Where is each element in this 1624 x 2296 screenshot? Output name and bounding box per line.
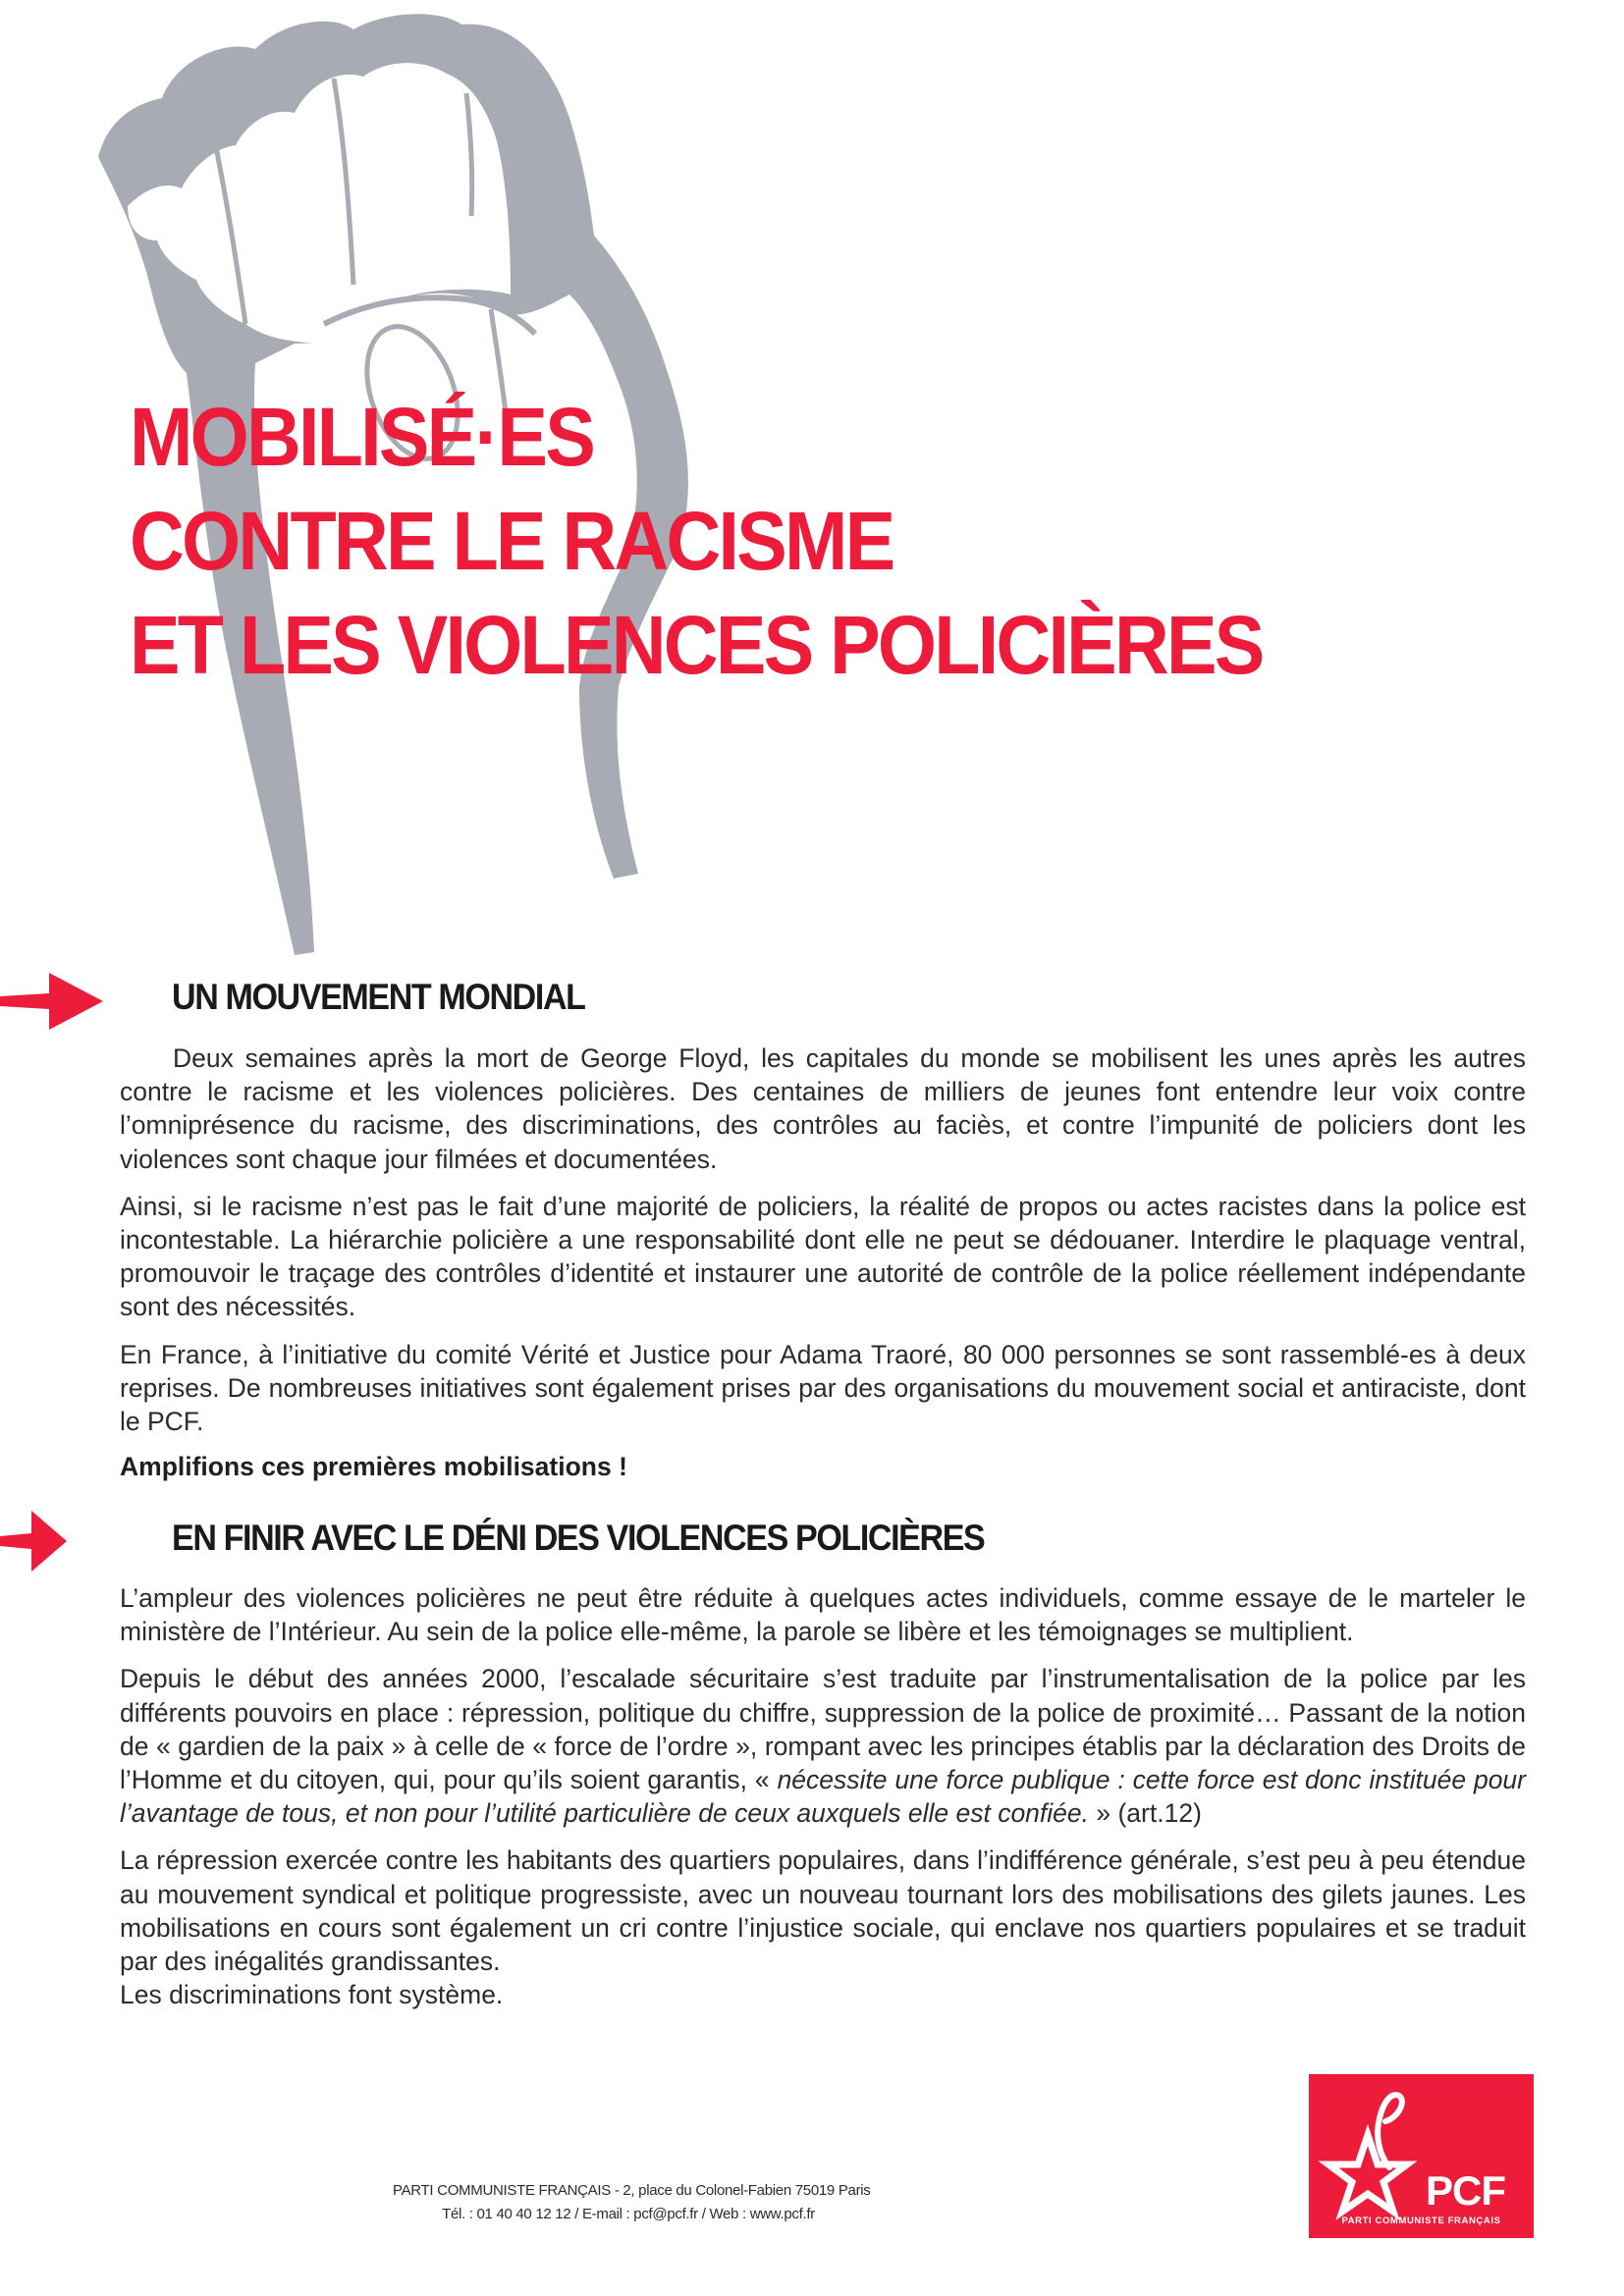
logo-acronym: PCF — [1426, 2167, 1505, 2214]
section-body-mouvement-mondial — [120, 1041, 1526, 1497]
section-title-mouvement-mondial: UN MOUVEMENT MONDIAL — [172, 977, 585, 1017]
logo-full-name: PARTI COMMUNISTE FRANÇAIS — [1341, 2216, 1501, 2226]
section-title-deni-violences: EN FINIR AVEC LE DÉNI DES VIOLENCES POLICIÈRES — [172, 1518, 985, 1558]
section-body-deni-violences — [120, 1581, 1526, 2025]
headline-line-3: ET LES VIOLENCES POLICIÈRES — [130, 599, 1263, 691]
quote-text: nécessite une force publique : cette force est donc instituée pour l’avantage de tous, et non pour l’utilité particulière de ceux auxquels elle est confiée. — [120, 1765, 1526, 1829]
citation-text: » (art.12) — [1089, 1798, 1202, 1829]
paragraph: Ainsi, si le racisme n’est pas le fait d’une majorité de policiers, la réalité de propos ou actes racistes dans la police est incontestable. La hiérarchie policière a une responsabilité dont elle ne peut se dédouaner. Interdire le plaquage ventral, promouvoir le traçage des contrôles d’identité et instaurer une autorité de contrôle de la police réellement indépendante sont des nécessités. — [120, 1191, 1526, 1322]
arrow-right-icon — [0, 967, 118, 1036]
footer-address: PARTI COMMUNISTE FRANÇAIS - 2, place du Colonel-Fabien 75019 Paris — [393, 2182, 871, 2199]
closing-line: Les discriminations font système. — [120, 1980, 504, 2010]
headline-line-1: MOBILISÉ·ES — [130, 391, 594, 483]
paragraph: La répression exercée contre les habitants des quartiers populaires, dans l’indifférence générale, s’est peu à peu étendue au mouvement syndical et politique progressiste, avec un nouveau tournant lors des mobilisations des gilets jaunes. Les mobilisations en cours sont également un cri contre l’injustice sociale, qui enclave nos quartiers populaires et se traduit par des inégalités grandissantes. — [120, 1845, 1526, 1977]
callout-text: Amplifions ces premières mobilisations ! — [120, 1452, 627, 1482]
footer-contact-info: Tél. : 01 40 40 12 12 / E-mail : pcf@pcf.fr / Web : www.pcf.fr — [442, 2206, 815, 2222]
paragraph-text: Depuis le début des années 2000, l’escalade sécuritaire s’est traduite par l’instrumentalisation de la police par les différents pouvoirs en place : répression, politique du chiffre, suppression de la police de proximité… Passant de la notion de « gardien de la paix » à celle de « force de l’ordre », rompant avec les principes établis par la déclaration des Droits de l’Homme et du citoyen, qui, pour qu’ils soient garantis, « — [120, 1664, 1526, 1795]
pcf-logo — [1309, 2074, 1534, 2238]
footer-contact — [393, 2179, 871, 2226]
paragraph: Deux semaines après la mort de George Floyd, les capitales du monde se mobilisent les unes après les autres contre le racisme et les violences policières. Des centaines de milliers de jeunes font entendre leur voix contre l’omniprésence du racisme, des discriminations, des contrôles au faciès, et contre l’impunité de policiers dont les violences sont chaque jour filmées et documentées. — [120, 1043, 1526, 1174]
arrow-right-icon — [0, 1507, 118, 1575]
paragraph — [120, 1662, 1526, 1830]
page-headline — [130, 385, 1263, 697]
headline-line-2: CONTRE LE RACISME — [130, 495, 893, 587]
paragraph: L’ampleur des violences policières ne peut être réduite à quelques actes individuels, comme essaye de le marteler le ministère de l’Intérieur. Au sein de la police elle-même, la parole se libère et les témoignages se multiplient. — [120, 1583, 1526, 1647]
paragraph: En France, à l’initiative du comité Vérité et Justice pour Adama Traoré, 80 000 personnes se sont rassemblé-es à deux reprises. De nombreuses initiatives sont également prises par des organisations du mouvement social et antiraciste, dont le PCF. — [120, 1339, 1526, 1437]
